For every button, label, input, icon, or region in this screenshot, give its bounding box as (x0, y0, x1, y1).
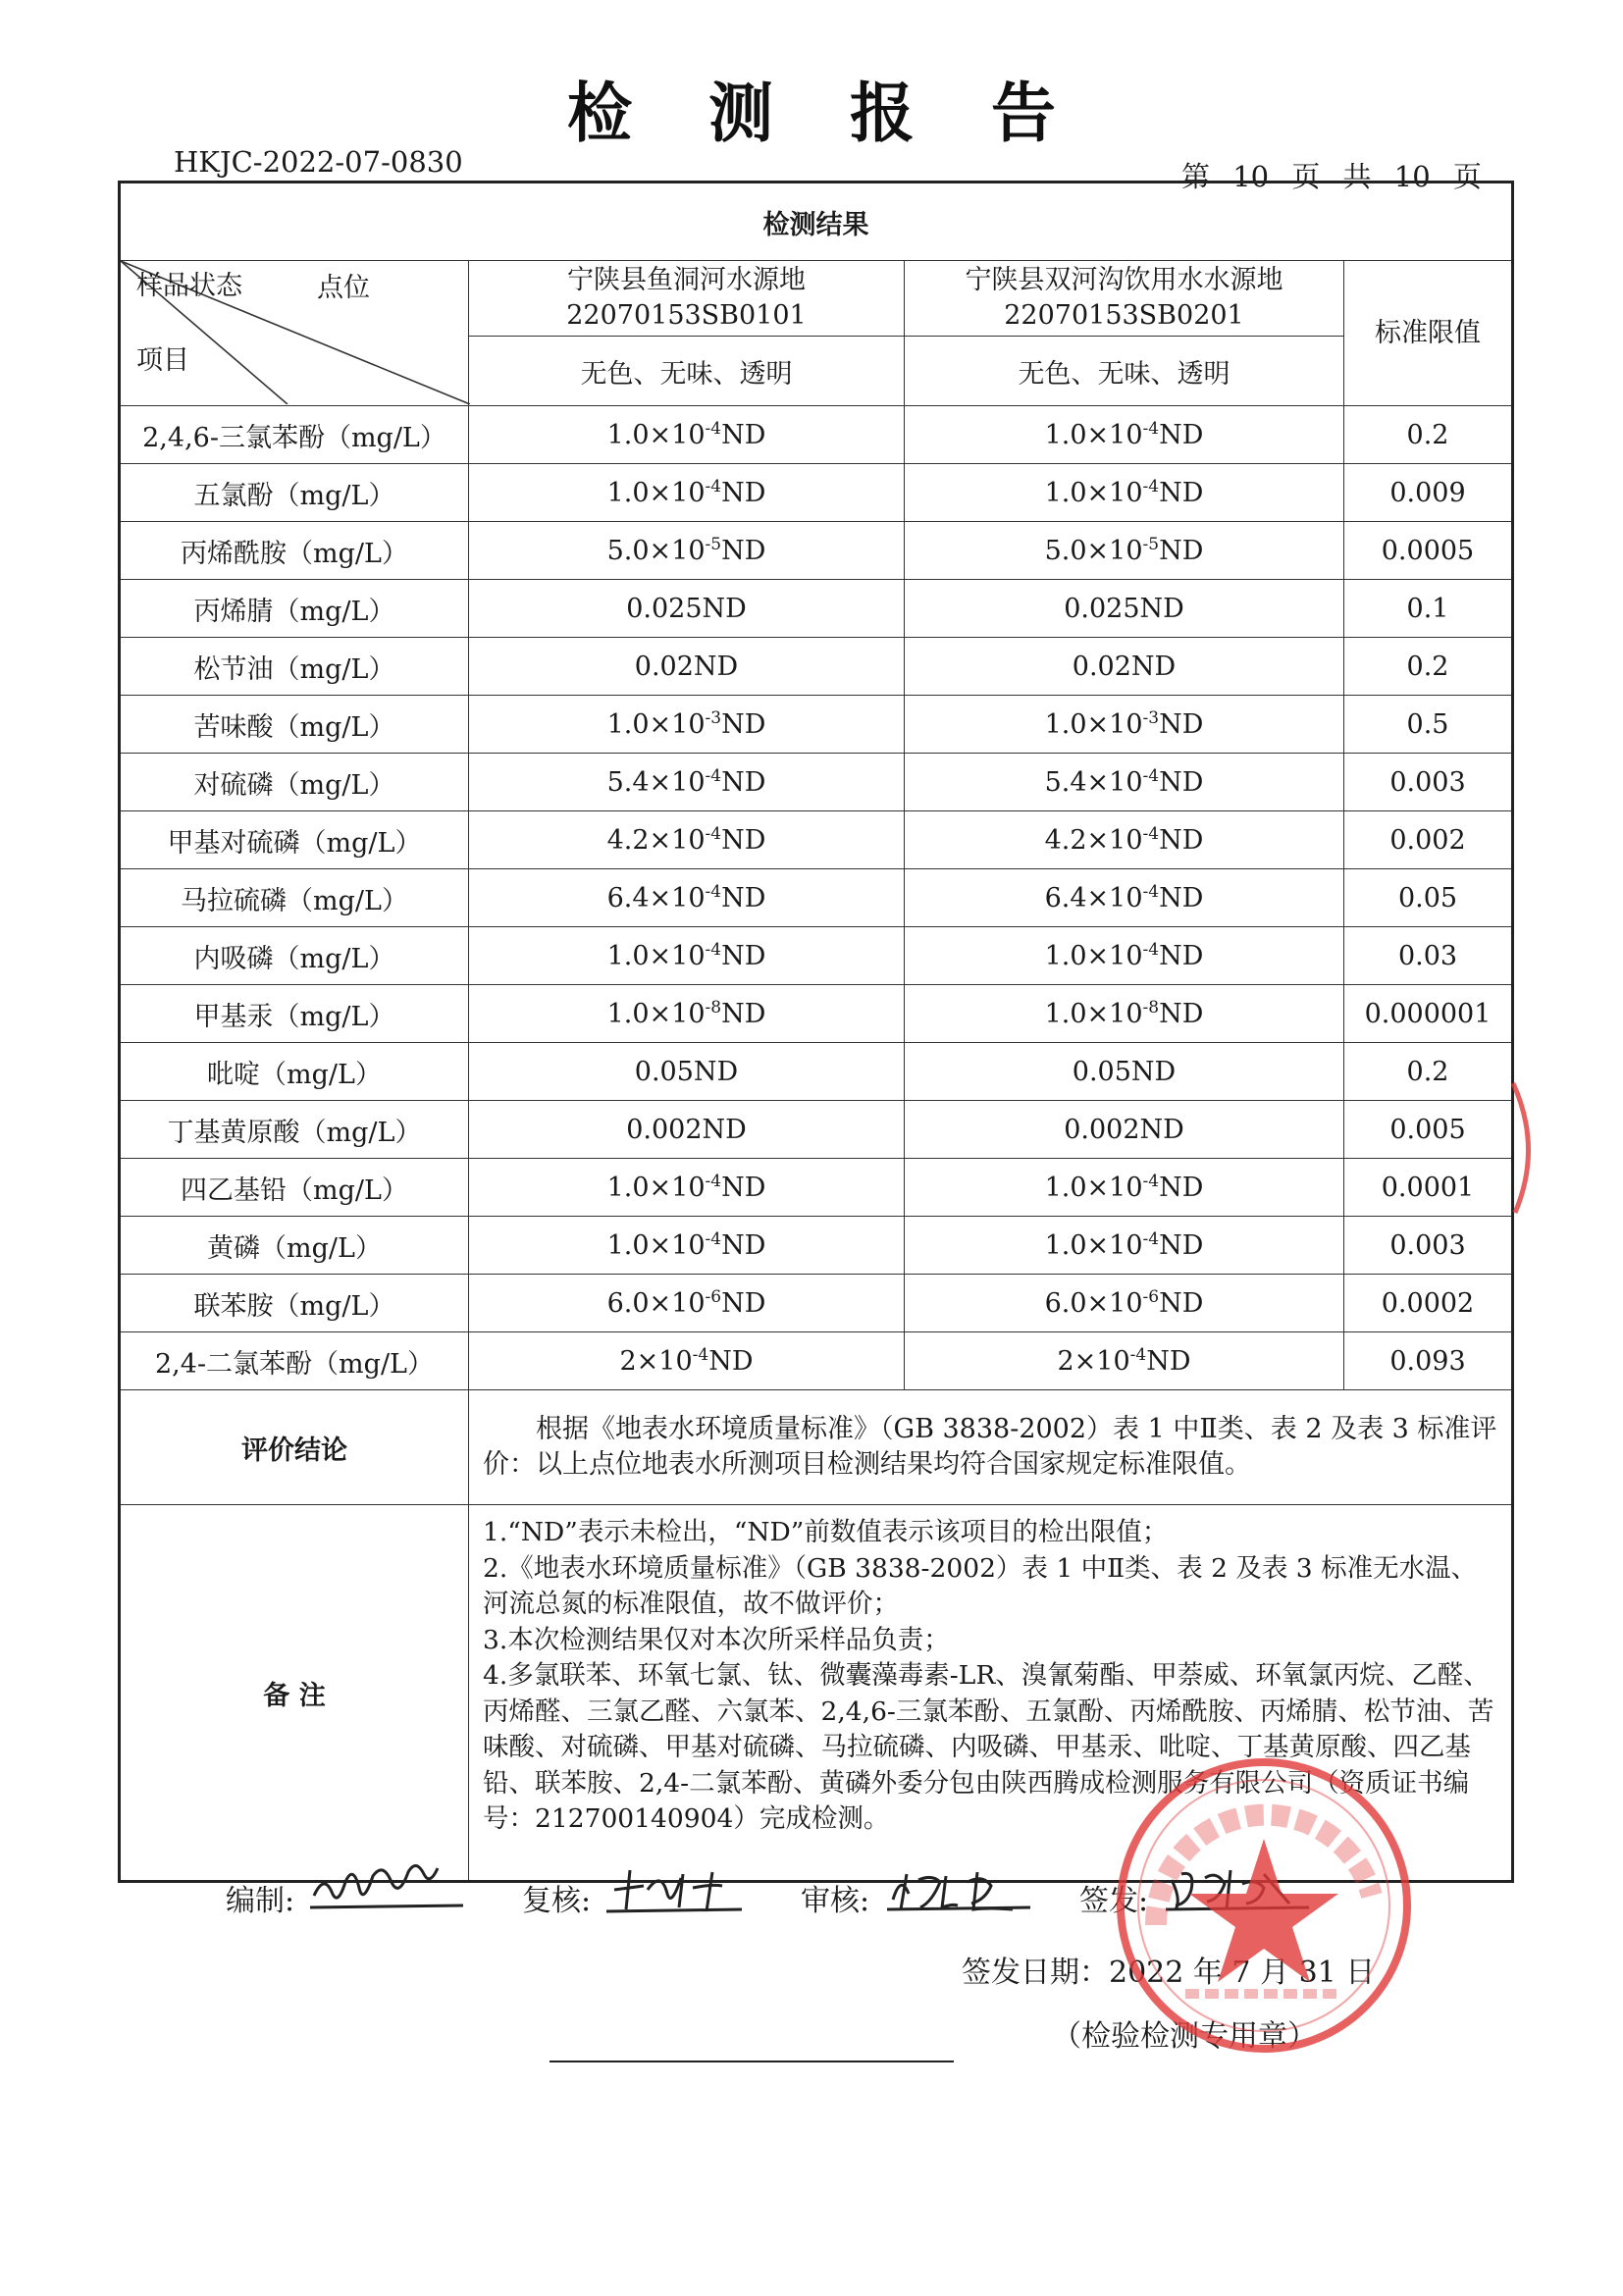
evaluation-cell (469, 1390, 1513, 1505)
note-line-4: 4.多氯联苯、环氧七氯、钛、微囊藻毒素-LR、溴氰菊酯、甲萘威、环氧氯丙烷、乙醛、丙烯醛、三氯乙醛、六氯苯、2,4,6-三氯苯酚、五氯酚、丙烯酰胺、丙烯腈、松节油、苦味酸、对硫磷、甲基对硫磷、马拉硫磷、内吸磷、甲基汞、吡啶、丁基黄原酸、四乙基铅、联苯胺、2,4-二氯苯酚、黄磷外委分包由陕西腾成检测服务有限公司（资质证书编号：212700140904）完成检测。 (483, 1660, 1494, 1834)
location-2-value-exponent: -4 (1142, 882, 1160, 902)
issue-date: 签发日期：2022 年 7 月 31 日 (962, 1956, 1376, 1990)
location-2-value-mantissa: 0.05ND (1072, 1056, 1177, 1087)
location-1-value (469, 1043, 905, 1101)
item-name: 对硫磷（mg/L） (120, 754, 469, 811)
location-1-value-suffix: ND (721, 709, 766, 740)
reviewer-signature (604, 1860, 752, 1919)
auditor-signature (883, 1860, 1040, 1919)
table-row (120, 580, 1513, 638)
location-2-value-suffix: ND (1159, 883, 1204, 913)
location-1-name: 宁陕县鱼洞河水源地 (567, 265, 806, 295)
location-1-value-exponent: -5 (705, 535, 722, 554)
location-1-value (469, 522, 905, 580)
location-2-value-exponent: -4 (1142, 419, 1160, 439)
location-2-name: 宁陕县双河沟饮用水水源地 (965, 265, 1283, 295)
location-1-value-suffix: ND (721, 825, 766, 856)
location-2-value (905, 1043, 1344, 1101)
location-2-value-mantissa: 5.4×10 (1044, 767, 1143, 798)
table-row (120, 696, 1513, 754)
table-row (120, 985, 1513, 1043)
location-1-value (469, 811, 905, 869)
location-1-header (469, 261, 905, 337)
location-row (120, 261, 1513, 337)
location-2-value (905, 1332, 1344, 1390)
location-1-value-exponent: -4 (705, 940, 722, 960)
seal-note: （检验检测专用章） (1052, 2019, 1317, 2054)
location-2-value-suffix: ND (1159, 709, 1204, 740)
table-row (120, 1043, 1513, 1101)
location-2-value-exponent: -8 (1142, 998, 1160, 1018)
compiled-label: 编制: (226, 1884, 295, 1918)
item-name: 四乙基铅（mg/L） (120, 1159, 469, 1217)
location-1-value-mantissa: 6.0×10 (606, 1288, 706, 1319)
location-2-value-mantissa: 1.0×10 (1044, 420, 1143, 450)
location-2-value-exponent: -6 (1142, 1287, 1160, 1307)
item-name: 苦味酸（mg/L） (120, 696, 469, 754)
location-2-value-mantissa: 0.025ND (1064, 593, 1184, 624)
limit-value: 0.0005 (1344, 522, 1513, 580)
table-row (120, 406, 1513, 464)
location-2-code: 22070153SB0201 (1004, 300, 1244, 331)
location-2-value-mantissa: 2×10 (1057, 1346, 1130, 1377)
reviewed-label: 复核: (522, 1884, 592, 1918)
location-1-value (469, 985, 905, 1043)
location-2-value (905, 1275, 1344, 1332)
location-1-value (469, 1101, 905, 1159)
location-1-value-exponent: -4 (705, 882, 722, 902)
location-1-value-suffix: ND (721, 999, 766, 1029)
limit-value: 0.1 (1344, 580, 1513, 638)
location-1-value (469, 927, 905, 985)
location-2-value-mantissa: 6.0×10 (1044, 1288, 1143, 1319)
location-1-value-exponent: -4 (692, 1345, 709, 1365)
location-2-value-suffix: ND (1159, 941, 1204, 971)
limit-value: 0.5 (1344, 696, 1513, 754)
table-row (120, 638, 1513, 696)
location-1-value-mantissa: 1.0×10 (606, 999, 706, 1029)
location-1-value-exponent: -4 (705, 477, 722, 496)
table-caption: 检测结果 (120, 183, 1513, 261)
item-name: 吡啶（mg/L） (120, 1043, 469, 1101)
audited-by (801, 1876, 869, 1919)
location-1-code: 22070153SB0101 (566, 300, 807, 331)
limit-value: 0.093 (1344, 1332, 1513, 1390)
location-1-value-suffix: ND (721, 883, 766, 913)
location-2-value-suffix: ND (1146, 1346, 1191, 1377)
location-2-value (905, 754, 1344, 811)
item-name: 丁基黄原酸（mg/L） (120, 1101, 469, 1159)
location-2-value (905, 1101, 1344, 1159)
limit-value: 0.000001 (1344, 985, 1513, 1043)
item-name: 2,4,6-三氯苯酚（mg/L） (120, 406, 469, 464)
location-1-value-exponent: -6 (705, 1287, 722, 1307)
location-1-value (469, 754, 905, 811)
location-1-value (469, 580, 905, 638)
item-name: 内吸磷（mg/L） (120, 927, 469, 985)
location-2-value-exponent: -4 (1142, 1229, 1160, 1249)
location-2-value (905, 464, 1344, 522)
location-1-value (469, 696, 905, 754)
table-row (120, 522, 1513, 580)
table-row (120, 464, 1513, 522)
audited-label: 审核: (801, 1884, 870, 1918)
location-1-value-mantissa: 1.0×10 (606, 1230, 706, 1261)
location-2-value (905, 696, 1344, 754)
location-1-value-exponent: -4 (705, 766, 722, 786)
location-2-value-mantissa: 1.0×10 (1044, 1173, 1143, 1203)
item-name: 甲基汞（mg/L） (120, 985, 469, 1043)
location-1-value-suffix: ND (708, 1346, 754, 1377)
location-1-value (469, 1217, 905, 1275)
table-row (120, 1332, 1513, 1390)
location-2-value (905, 811, 1344, 869)
official-seal-icon (1107, 1748, 1421, 2062)
location-2-value-exponent: -4 (1142, 940, 1160, 960)
limit-value: 0.005 (1344, 1101, 1513, 1159)
location-1-value (469, 1332, 905, 1390)
location-1-value-suffix: ND (721, 1230, 766, 1261)
document-title: 检测报告 (567, 76, 1132, 151)
table-row (120, 1159, 1513, 1217)
location-1-value (469, 1159, 905, 1217)
location-2-value-exponent: -4 (1142, 477, 1160, 496)
location-2-value-mantissa: 1.0×10 (1044, 941, 1143, 971)
limit-value: 0.002 (1344, 811, 1513, 869)
item-name: 2,4-二氯苯酚（mg/L） (120, 1332, 469, 1390)
compiler-signature (306, 1860, 473, 1919)
location-2-value (905, 869, 1344, 927)
location-2-value (905, 638, 1344, 696)
location-1-value-mantissa: 1.0×10 (606, 709, 706, 740)
location-1-value-mantissa: 4.2×10 (606, 825, 706, 856)
location-2-state: 无色、无味、透明 (905, 337, 1344, 406)
results-table (118, 181, 1514, 1883)
limit-value: 0.2 (1344, 406, 1513, 464)
location-1-value-exponent: -4 (705, 1172, 722, 1191)
location-1-value-exponent: -8 (705, 998, 722, 1018)
location-2-value-mantissa: 0.02ND (1072, 651, 1177, 682)
location-2-value-exponent: -4 (1142, 1172, 1160, 1191)
reviewed-by (522, 1876, 591, 1919)
compiled-by (226, 1876, 294, 1919)
page-info: 第 10 页 共 10 页 (1181, 160, 1482, 193)
location-2-value (905, 522, 1344, 580)
location-1-value-mantissa: 0.025ND (626, 593, 747, 624)
note-line-3: 3.本次检测结果仅对本次所采样品负责； (483, 1624, 950, 1655)
location-1-value-mantissa: 1.0×10 (606, 1173, 706, 1203)
table-row (120, 1101, 1513, 1159)
location-2-header (905, 261, 1344, 337)
item-name: 五氯酚（mg/L） (120, 464, 469, 522)
corner-header-cell (120, 261, 469, 406)
item-name: 甲基对硫磷（mg/L） (120, 811, 469, 869)
location-1-value (469, 464, 905, 522)
location-1-value-suffix: ND (721, 478, 766, 508)
location-2-value-mantissa: 1.0×10 (1044, 478, 1143, 508)
corner-state-label: 样品状态 (136, 271, 242, 301)
note-line-1: 1.“ND”表示未检出，“ND”前数值表示该项目的检出限值； (483, 1517, 1169, 1547)
location-2-value-mantissa: 4.2×10 (1044, 825, 1143, 856)
limit-value: 0.03 (1344, 927, 1513, 985)
location-1-value-mantissa: 1.0×10 (606, 420, 706, 450)
item-name: 丙烯腈（mg/L） (120, 580, 469, 638)
limit-value: 0.2 (1344, 638, 1513, 696)
location-2-value (905, 1159, 1344, 1217)
location-2-value-exponent: -4 (1129, 1345, 1147, 1365)
location-2-value (905, 406, 1344, 464)
location-2-value-suffix: ND (1159, 478, 1204, 508)
table-row (120, 811, 1513, 869)
location-1-value-exponent: -4 (705, 419, 722, 439)
location-2-value-suffix: ND (1159, 1288, 1204, 1319)
location-1-value-suffix: ND (721, 941, 766, 971)
location-2-value (905, 1217, 1344, 1275)
location-1-value-suffix: ND (721, 420, 766, 450)
location-1-value-mantissa: 5.4×10 (606, 767, 706, 798)
location-2-value-mantissa: 0.002ND (1064, 1114, 1184, 1145)
location-2-value-mantissa: 1.0×10 (1044, 1230, 1143, 1261)
location-1-value-mantissa: 0.02ND (634, 651, 739, 682)
location-1-value-suffix: ND (721, 767, 766, 798)
location-1-value-suffix: ND (721, 536, 766, 566)
location-1-value-mantissa: 5.0×10 (606, 536, 706, 566)
table-row (120, 754, 1513, 811)
item-name: 联苯胺（mg/L） (120, 1275, 469, 1332)
limit-value: 0.0002 (1344, 1275, 1513, 1332)
location-1-value-mantissa: 2×10 (619, 1346, 693, 1377)
location-2-value-mantissa: 1.0×10 (1044, 709, 1143, 740)
corner-point-label: 点位 (317, 273, 370, 303)
item-name: 马拉硫磷（mg/L） (120, 869, 469, 927)
issued-label: 签发: (1079, 1884, 1149, 1918)
limit-value: 0.003 (1344, 1217, 1513, 1275)
location-1-value (469, 638, 905, 696)
location-1-value-exponent: -3 (705, 708, 722, 728)
item-name: 松节油（mg/L） (120, 638, 469, 696)
location-2-value-mantissa: 1.0×10 (1044, 999, 1143, 1029)
table-caption-row (120, 183, 1513, 261)
limit-value: 0.003 (1344, 754, 1513, 811)
location-2-value-suffix: ND (1159, 825, 1204, 856)
partial-seal-mark-icon (1509, 1079, 1548, 1217)
location-1-value-mantissa: 1.0×10 (606, 478, 706, 508)
location-1-value (469, 1275, 905, 1332)
table-row (120, 927, 1513, 985)
limit-value: 0.009 (1344, 464, 1513, 522)
location-1-value-exponent: -4 (705, 1229, 722, 1249)
evaluation-text: 根据《地表水环境质量标准》（GB 3838-2002）表 1 中Ⅱ类、表 2 及表 3 标准评价：以上点位地表水所测项目检测结果均符合国家规定标准限值。 (483, 1414, 1497, 1480)
table-row (120, 1217, 1513, 1275)
location-1-value-suffix: ND (721, 1173, 766, 1203)
location-2-value-suffix: ND (1159, 420, 1204, 450)
location-1-value-mantissa: 0.05ND (634, 1056, 739, 1087)
limit-value: 0.2 (1344, 1043, 1513, 1101)
location-2-value-mantissa: 5.0×10 (1044, 536, 1143, 566)
limit-header: 标准限值 (1344, 261, 1513, 406)
note-line-2: 2.《地表水环境质量标准》（GB 3838-2002）表 1 中Ⅱ类、表 2 及表 3 标准无水温、河流总氮的标准限值，故不做评价； (483, 1552, 1478, 1619)
location-2-value-suffix: ND (1159, 536, 1204, 566)
limit-value: 0.0001 (1344, 1159, 1513, 1217)
location-1-value-mantissa: 6.4×10 (606, 883, 706, 913)
location-1-value (469, 869, 905, 927)
location-1-value-mantissa: 0.002ND (626, 1114, 747, 1145)
location-2-value-exponent: -5 (1142, 535, 1160, 554)
report-number: HKJC-2022-07-0830 (174, 145, 463, 179)
location-2-value-exponent: -3 (1142, 708, 1160, 728)
corner-item-label: 项目 (136, 345, 189, 376)
location-2-value (905, 580, 1344, 638)
table-row (120, 1275, 1513, 1332)
notes-label: 备 注 (120, 1505, 469, 1882)
location-2-value (905, 985, 1344, 1043)
location-1-state: 无色、无味、透明 (469, 337, 905, 406)
location-2-value (905, 927, 1344, 985)
location-2-value-suffix: ND (1159, 1173, 1204, 1203)
evaluation-row (120, 1390, 1513, 1505)
item-name: 丙烯酰胺（mg/L） (120, 522, 469, 580)
location-1-value (469, 406, 905, 464)
location-1-value-suffix: ND (721, 1288, 766, 1319)
evaluation-label: 评价结论 (120, 1390, 469, 1505)
location-2-value-mantissa: 6.4×10 (1044, 883, 1143, 913)
location-2-value-suffix: ND (1159, 999, 1204, 1029)
table-row (120, 869, 1513, 927)
bottom-rule (550, 2061, 954, 2062)
location-2-value-exponent: -4 (1142, 824, 1160, 844)
item-name: 黄磷（mg/L） (120, 1217, 469, 1275)
location-2-value-suffix: ND (1159, 1230, 1204, 1261)
location-1-value-exponent: -4 (705, 824, 722, 844)
location-2-value-suffix: ND (1159, 767, 1204, 798)
location-2-value-exponent: -4 (1142, 766, 1160, 786)
limit-value: 0.05 (1344, 869, 1513, 927)
location-1-value-mantissa: 1.0×10 (606, 941, 706, 971)
